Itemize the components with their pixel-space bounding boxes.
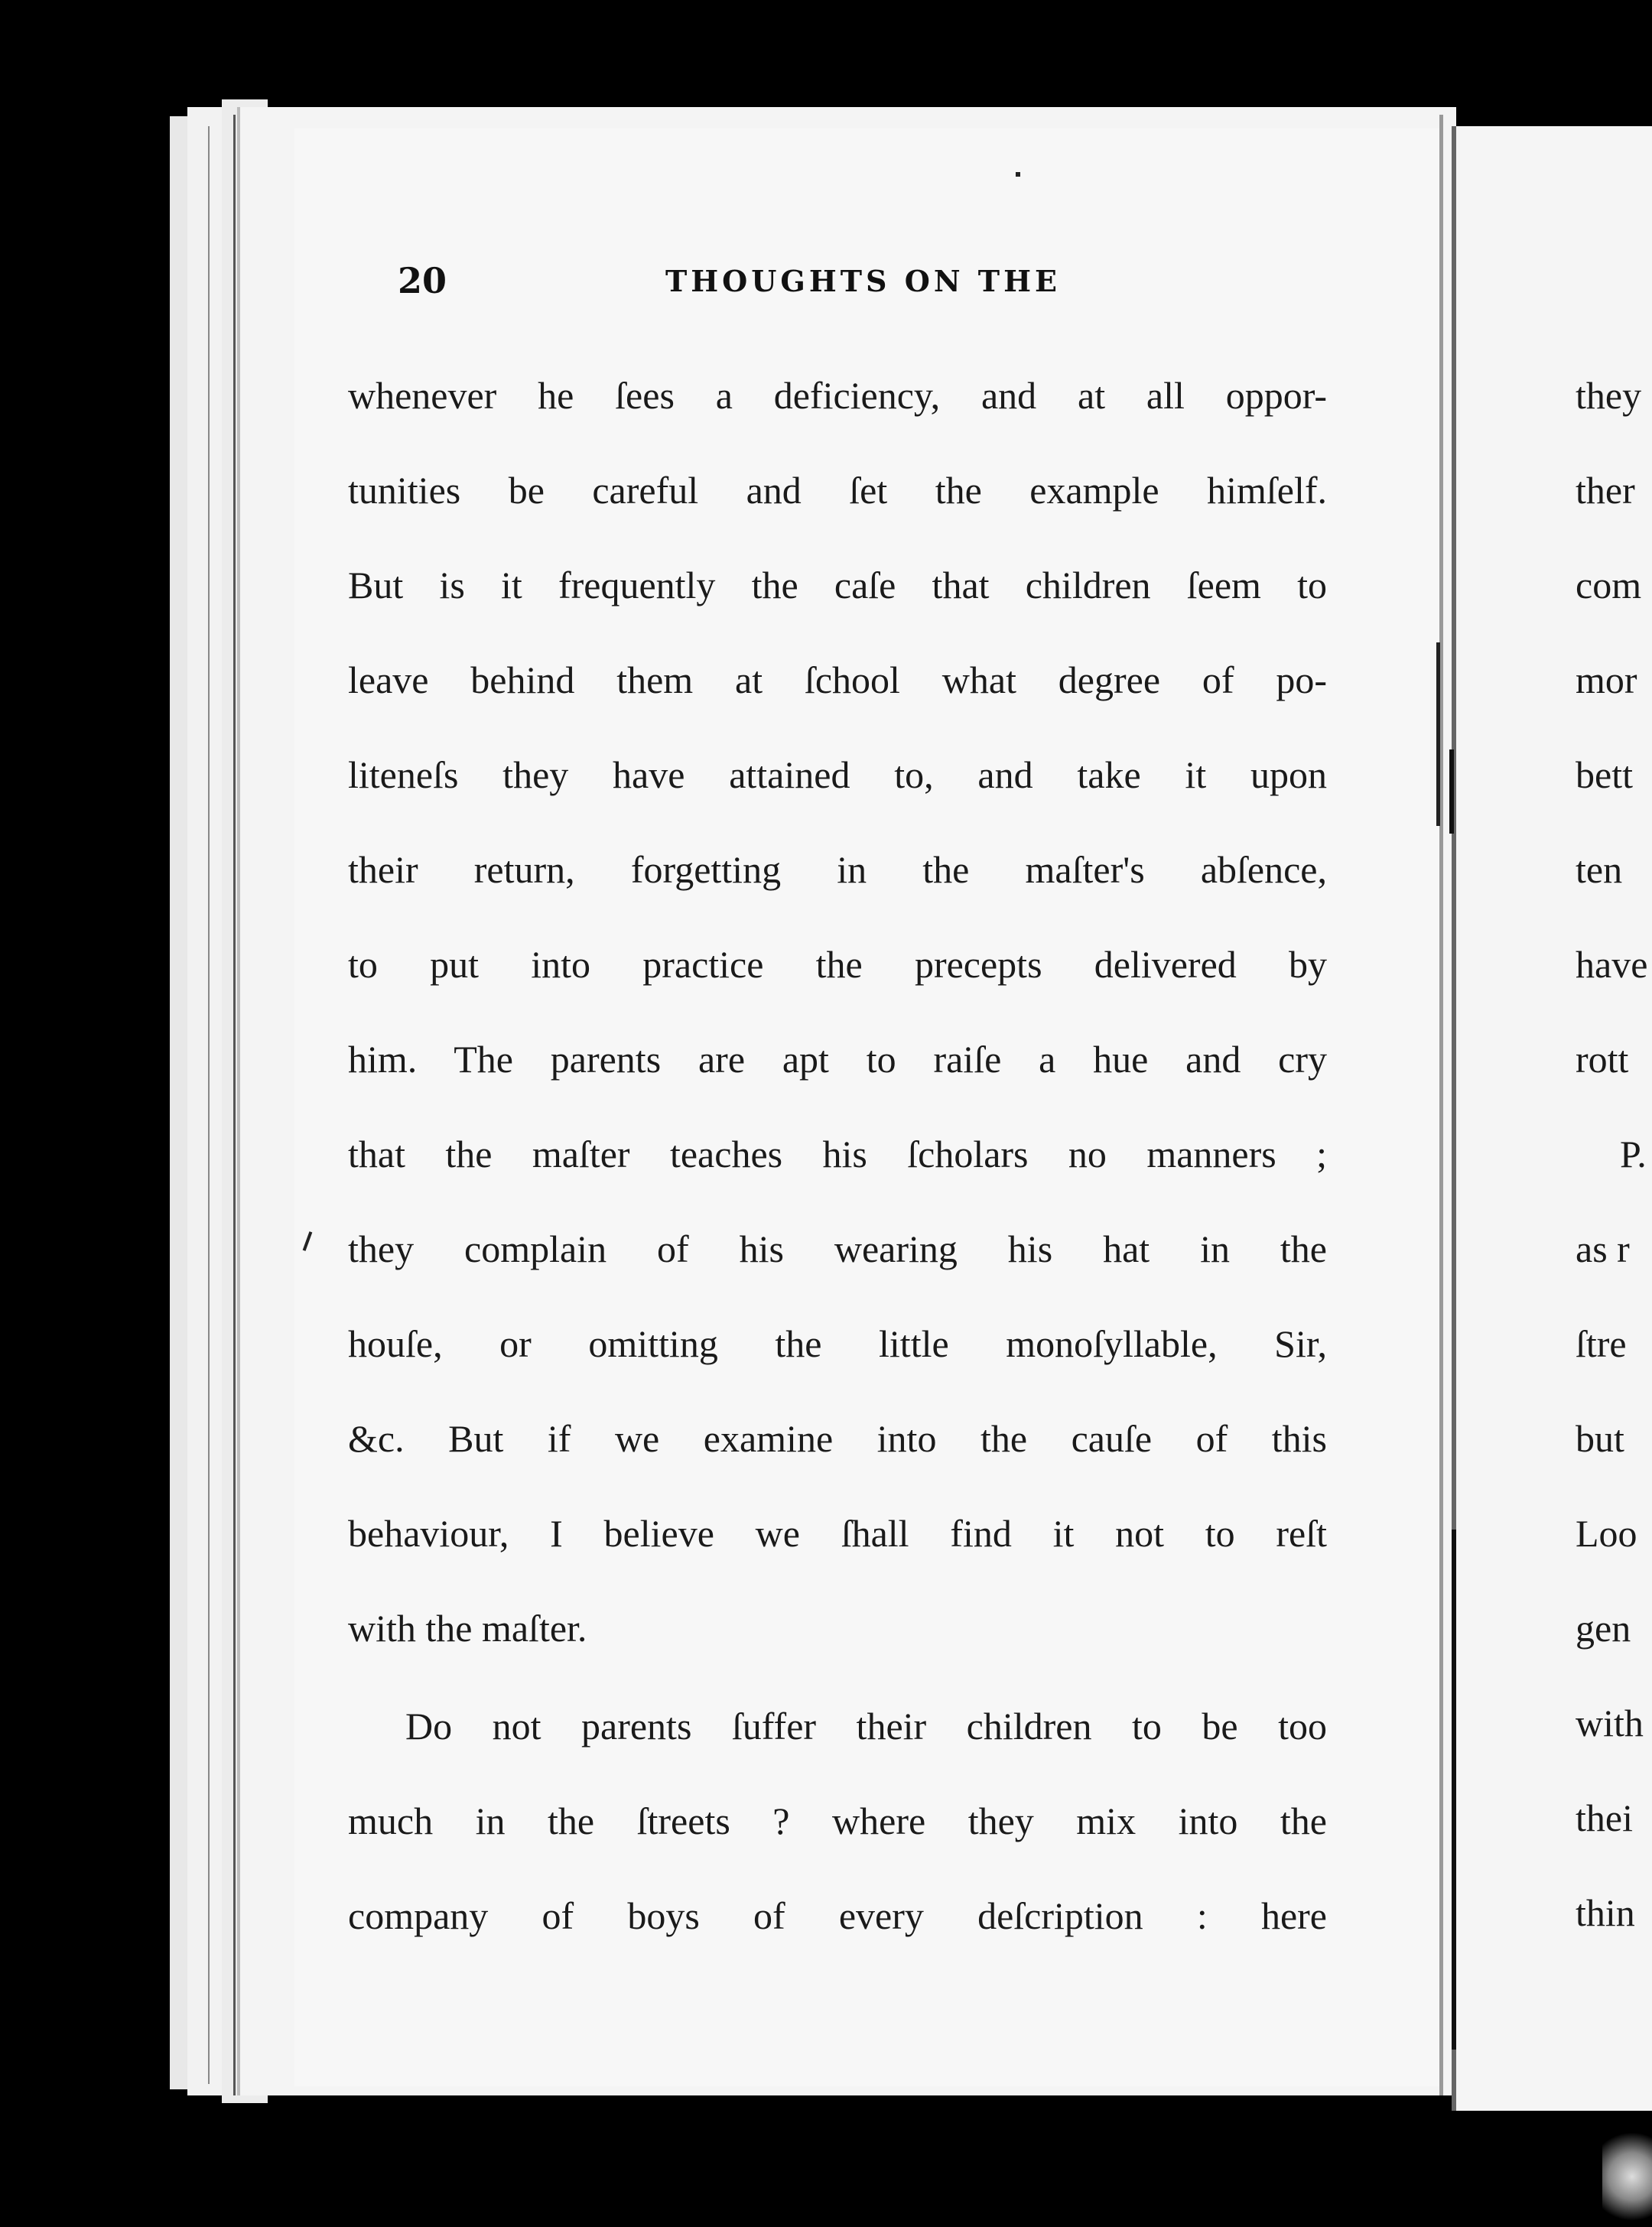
text-line: that the maſter teaches his ſcholars no manners ; <box>348 1133 1327 1175</box>
text-line: to put into practice the precepts delivered by <box>348 943 1327 986</box>
text-fragment: gen <box>1576 1607 1631 1650</box>
gutter-shadow <box>1452 1530 1456 2050</box>
text-line: they complain of his wearing his hat in the <box>348 1227 1327 1270</box>
text-line: But is it frequently the caſe that children ſeem to <box>348 564 1327 606</box>
page-edge-line <box>208 126 210 2084</box>
text-line: tunities be careful and ſet the example himſelf. <box>348 469 1327 512</box>
text-line: much in the ſtreets ? where they mix into the <box>348 1799 1327 1842</box>
ink-speck <box>1016 172 1020 177</box>
text-line: whenever he ſees a deficiency, and at all oppor- <box>348 374 1327 417</box>
text-fragment: thei <box>1576 1796 1633 1839</box>
text-fragment: ſtre <box>1576 1322 1627 1365</box>
page-number: 20 <box>398 260 447 301</box>
text-line: their return, forgetting in the maſter's abſence, <box>348 848 1327 891</box>
running-title: THOUGHTS ON THE <box>665 264 1061 298</box>
gutter <box>1439 115 1443 2095</box>
text-fragment: as r <box>1576 1227 1630 1270</box>
text-fragment: ther <box>1576 469 1635 512</box>
corner-blot <box>1602 2126 1652 2227</box>
text-fragment: mor <box>1576 658 1637 701</box>
text-line: houſe, or omitting the little monoſyllable, Sir, <box>348 1322 1327 1365</box>
gutter-shadow <box>1436 642 1440 826</box>
page-edge-line <box>233 115 236 2095</box>
text-line: him. The parents are apt to raiſe a hue and cry <box>348 1038 1327 1081</box>
text-line: liteneſs they have attained to, and take it upon <box>348 753 1327 796</box>
text-fragment: with <box>1576 1702 1644 1744</box>
text-fragment: have <box>1576 943 1648 986</box>
text-fragment: ten <box>1576 848 1623 891</box>
gutter-shadow <box>1449 749 1454 834</box>
text-fragment: P. <box>1620 1133 1647 1175</box>
body-text <box>348 348 1327 1963</box>
text-fragment: com <box>1576 564 1642 606</box>
right-page-text-fragments <box>1576 348 1652 1960</box>
text-fragment: they <box>1576 374 1642 417</box>
text-fragment: thin <box>1576 1891 1635 1934</box>
text-fragment: rott <box>1576 1038 1629 1081</box>
text-line: leave behind them at ſchool what degree of po- <box>348 658 1327 701</box>
paragraph-start-line: Do not parents ſuffer their children to be too <box>405 1705 1327 1747</box>
text-line: behaviour, I believe we ſhall find it not to reſt <box>348 1512 1327 1555</box>
text-fragment: Loo <box>1576 1512 1637 1555</box>
text-fragment: but <box>1576 1417 1624 1460</box>
text-line: &c. But if we examine into the cauſe of this <box>348 1417 1327 1460</box>
text-fragment: bett <box>1576 753 1633 796</box>
text-line: with the maſter. <box>348 1607 587 1650</box>
text-line: company of boys of every deſcription : here <box>348 1894 1327 1937</box>
